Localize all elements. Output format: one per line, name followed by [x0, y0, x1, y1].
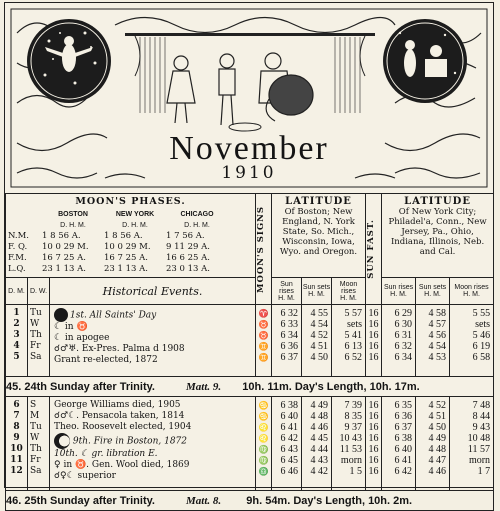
phase-label: N.M.	[8, 231, 30, 241]
phase-value: 16 6 25 A.	[166, 253, 210, 263]
week1-day-numbers: 1 2 3 4 5	[6, 305, 28, 377]
first-quarter-moon-icon	[54, 433, 70, 449]
almanac-page	[4, 2, 494, 507]
moons-signs-header: MOON'S SIGNS	[256, 194, 272, 305]
sunday-number: 46.	[6, 494, 22, 507]
sunday-row-1	[6, 377, 494, 397]
scripture-ref: Matt. 8.	[186, 494, 222, 507]
col-sunrises: Sun rises H. M.	[272, 278, 302, 305]
week2-weekdays: S M Tu W Th Fr Sa	[28, 397, 50, 491]
col-sunrises-2: Sun rises H. M.	[382, 278, 416, 305]
latitude-newyork-block	[382, 194, 494, 278]
week1-sun-fast: 16 16 16 16 16	[366, 305, 382, 377]
week2-moonrises: 7 39 8 35 9 37 10 43 11 53 morn 1 5	[332, 397, 366, 491]
col-moonrises-2: Moon rises H. M.	[450, 278, 494, 305]
week2-sunsets: 4 49 4 48 4 46 4 45 4 44 4 43 4 42	[302, 397, 332, 491]
week1-sunsets-2: 4 58 4 57 4 56 4 54 4 53	[416, 305, 450, 377]
calendar-table	[5, 193, 494, 511]
week2-moonrises-2: 7 48 8 44 9 43 10 48 11 57 morn 1 7	[450, 397, 494, 491]
phase-value: 23 1 13 A.	[104, 264, 148, 274]
sunday-title: 25th Sunday after Trinity.	[24, 494, 155, 507]
year-title: 1910	[221, 163, 277, 183]
column-header-row	[6, 278, 494, 305]
phase-value: 16 7 25 A.	[104, 253, 148, 263]
sunday-title: 24th Sunday after Trinity.	[24, 380, 155, 393]
phases-heading: MOON'S PHASES.	[75, 196, 186, 207]
city-chicago: CHICAGO	[180, 211, 214, 218]
day-length: 9h. 54m. Day's Length, 10h. 2m.	[246, 494, 413, 507]
week2-sunrises: 6 38 6 40 6 41 6 42 6 43 6 45 6 46	[272, 397, 302, 491]
unit-label: D. H. M.	[122, 222, 148, 229]
phase-value: 1 8 56 A.	[104, 231, 143, 241]
phase-label: L.Q.	[8, 264, 26, 274]
week1-events: 1st. All Saints' Day ☾ in ♉ ☾ in apogee ☌♂♅. Ex-Pres. Palma d 1908 Grant re-elected, 1872	[50, 305, 256, 377]
col-dw: D. W.	[28, 278, 50, 305]
moons-phases-block	[6, 194, 256, 278]
week2-block	[6, 397, 494, 491]
week1-sunrises-2: 6 29 6 30 6 31 6 32 6 34	[382, 305, 416, 377]
latitude-text: Of New York City; Philadel'a, Conn., New Jersey, Pa., Ohio, Indiana, Illinois, Neb. and Cal.	[388, 207, 487, 257]
phase-value: 10 0 29 M.	[42, 242, 89, 252]
col-sunsets-2: Sun sets H. M.	[416, 278, 450, 305]
col-moonrises: Moon rises H. M.	[332, 278, 366, 305]
latitude-boston-block	[272, 194, 366, 278]
week2-day-numbers: 6 7 8 9 10 11 12	[6, 397, 28, 491]
sunday-row-2	[6, 491, 494, 511]
phase-label: F.M.	[8, 253, 27, 263]
phase-label: F. Q.	[8, 242, 28, 252]
week2-sunrises-2: 6 35 6 36 6 37 6 38 6 40 6 41 6 42	[382, 397, 416, 491]
phase-value: 16 7 25 A.	[42, 253, 86, 263]
phases-latitude-row	[6, 194, 494, 278]
header-illustration	[5, 3, 493, 194]
phase-value: 10 0 29 M.	[104, 242, 151, 252]
month-title: November	[169, 130, 329, 167]
week2-events: George Williams died, 1905 ☌♂☾. Pensacola taken, 1814 Theo. Roosevelt elected, 1904 9th. Fire in Boston, 1872 10th. ☾ gr. libration E. ♀ in ♉. Gen. Wool died, 1869 ☌♀☾ superior	[50, 397, 256, 491]
scripture-ref: Matt. 9.	[186, 380, 222, 393]
week1-block	[6, 305, 494, 377]
phase-value: 9 11 29 A.	[166, 242, 210, 252]
unit-label: D. H. M.	[60, 222, 86, 229]
week1-moonrises: 5 57 sets 5 41 6 13 6 52	[332, 305, 366, 377]
week1-moon-signs: ♈ ♉ ♉ ♊ ♊	[256, 305, 272, 377]
phase-value: 23 0 13 A.	[166, 264, 210, 274]
week1-sunrises: 6 32 6 33 6 34 6 36 6 37	[272, 305, 302, 377]
week1-sunsets: 4 55 4 54 4 52 4 51 4 50	[302, 305, 332, 377]
city-boston: BOSTON	[58, 211, 88, 218]
day-length: 10h. 11m. Day's Length, 10h. 17m.	[242, 380, 420, 393]
week1-weekdays: Tu W Th Fr Sa	[28, 305, 50, 377]
city-new-york: NEW YORK	[115, 211, 155, 218]
new-moon-icon	[54, 308, 68, 322]
col-sunsets: Sun sets H. M.	[302, 278, 332, 305]
latitude-title: LATITUDE	[404, 196, 471, 207]
col-dm: D. M.	[6, 278, 28, 305]
phase-value: 23 1 13 A.	[42, 264, 86, 274]
phase-value: 1 7 56 A.	[166, 231, 205, 241]
week1-moonrises-2: 5 55 sets 5 46 6 19 6 58	[450, 305, 494, 377]
col-historical-events: Historical Events.	[50, 278, 256, 305]
week2-moon-signs: ♋ ♋ ♌ ♌ ♍ ♍ ♎	[256, 397, 272, 491]
week2-sunsets-2: 4 52 4 51 4 50 4 49 4 48 4 47 4 46	[416, 397, 450, 491]
latitude-text: Of Boston; New England, N. York State, So. Mich., Wisconsin, Iowa, Wyo. and Oregon.	[279, 207, 358, 257]
week2-sun-fast: 16 16 16 16 16 16 16	[366, 397, 382, 491]
sun-fast-header: SUN FAST.	[366, 194, 382, 305]
phase-value: 1 8 56 A.	[42, 231, 81, 241]
latitude-title: LATITUDE	[285, 196, 352, 207]
unit-label: D. H. M.	[184, 222, 210, 229]
sunday-number: 45.	[6, 380, 22, 393]
